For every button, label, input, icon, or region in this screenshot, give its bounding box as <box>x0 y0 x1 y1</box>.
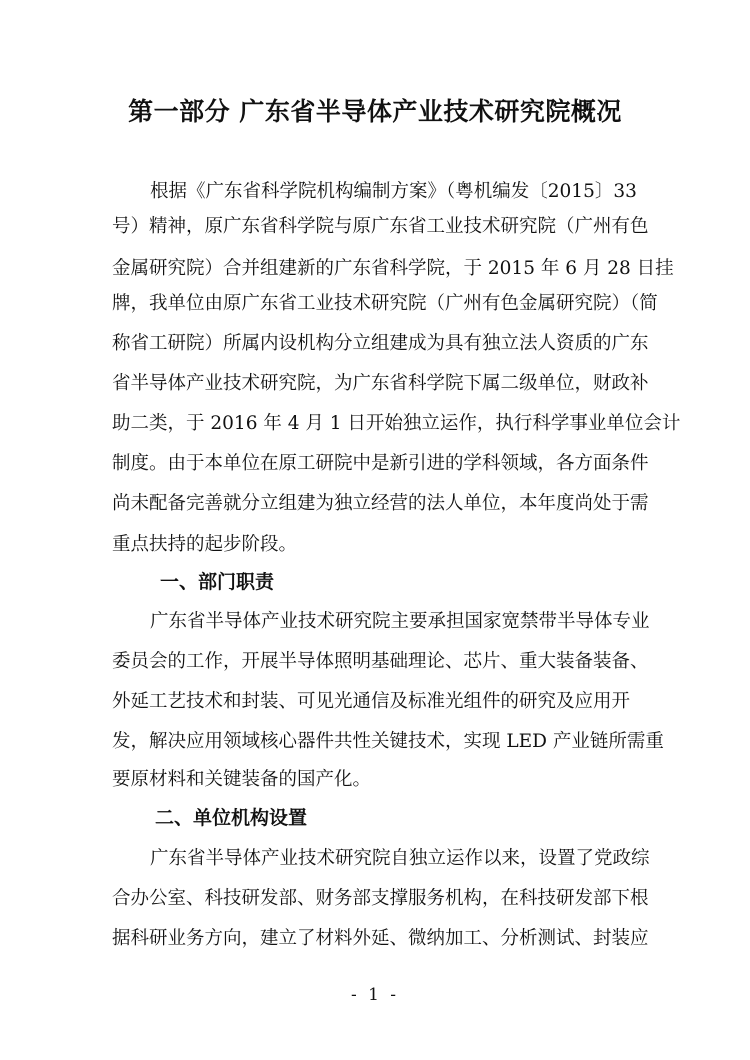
paragraph-line: 要原材料和关键装备的国产化。 <box>112 769 372 790</box>
paragraph-line: 外延工艺技术和封装、可见光通信及标准光组件的研究及应用开 <box>112 691 631 712</box>
paragraph-line: 省半导体产业技术研究院，为广东省科学院下属二级单位，财政补 <box>112 373 649 394</box>
page-number: - 1 - <box>350 985 400 1005</box>
paragraph-line: 发，解决应用领域核心器件共性关键技术，实现 LED 产业链所需重 <box>112 731 664 752</box>
paragraph-line: 助二类，于 2016 年 4 月 1 日开始独立运作，执行科学事业单位会计 <box>112 413 681 434</box>
paragraph-line: 称省工研院）所属内设机构分立组建成为具有独立法人资质的广东 <box>112 333 649 354</box>
paragraph-line: 广东省半导体产业技术研究院主要承担国家宽禁带半导体专业 <box>150 611 650 632</box>
section-heading-duties: 一、部门职责 <box>160 571 275 593</box>
paragraph-line: 重点扶持的起步阶段。 <box>112 534 298 555</box>
paragraph-line: 合办公室、科技研发部、财务部支撑服务机构，在科技研发部下根 <box>112 888 649 909</box>
paragraph-line: 制度。由于本单位在原工研院中是新引进的学科领域，各方面条件 <box>112 453 649 474</box>
paragraph-line: 牌，我单位由原广东省工业技术研究院（广州有色金属研究院）（简 <box>112 293 658 314</box>
paragraph-line: 尚未配备完善就分立组建为独立经营的法人单位，本年度尚处于需 <box>112 493 649 514</box>
paragraph-line: 据科研业务方向，建立了材料外延、微纳加工、分析测试、封装应 <box>112 928 649 949</box>
section-heading-organization: 二、单位机构设置 <box>155 807 308 829</box>
paragraph-line: 委员会的工作，开展半导体照明基础理论、芯片、重大装备装备、 <box>112 651 649 672</box>
page-title: 第一部分 广东省半导体产业技术研究院概况 <box>128 97 622 126</box>
paragraph-line: 广东省半导体产业技术研究院自独立运作以来，设置了党政综 <box>150 848 650 869</box>
paragraph-line: 金属研究院）合并组建新的广东省科学院，于 2015 年 6 月 28 日挂 <box>112 258 674 279</box>
paragraph-line: 号）精神，原广东省科学院与原广东省工业技术研究院（广州有色 <box>112 216 649 237</box>
paragraph-line: 根据《广东省科学院机构编制方案》（粤机编发〔2015〕33 <box>150 181 637 202</box>
